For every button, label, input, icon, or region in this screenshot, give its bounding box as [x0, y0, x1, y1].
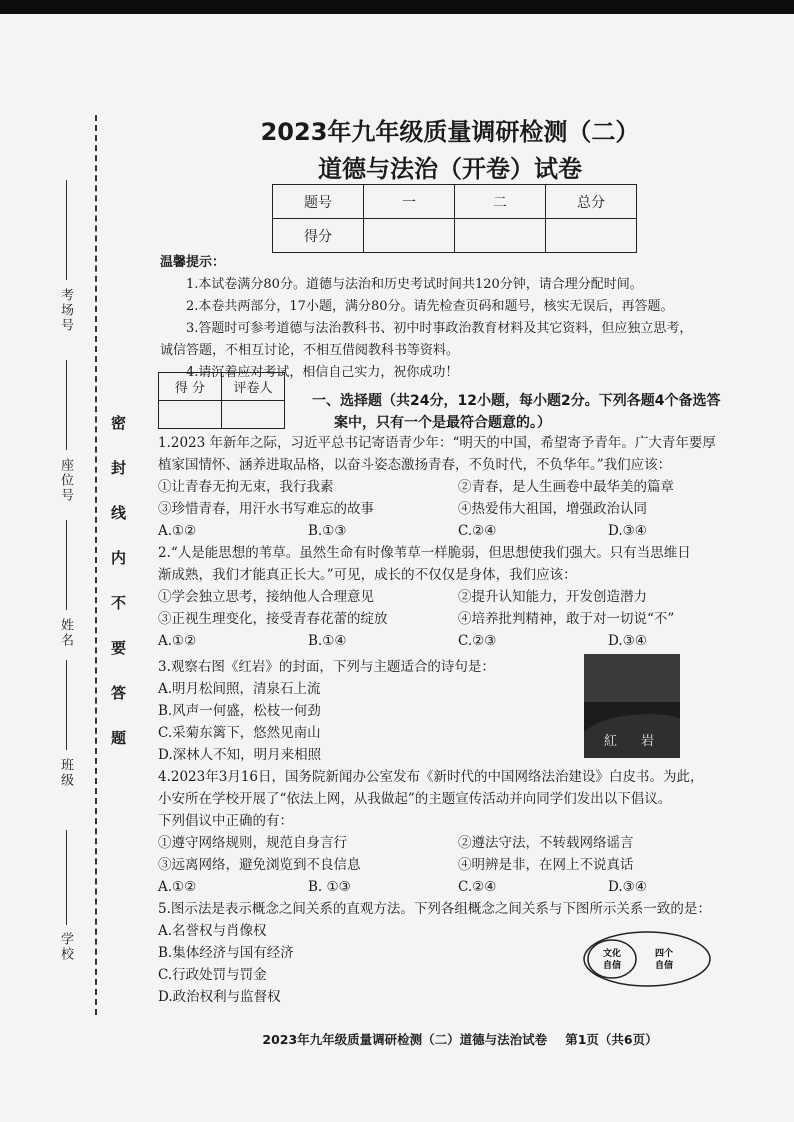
section1-line1: 一、选择题（共24分，12小题，每小题2分。下列各题4个备选答 [312, 393, 721, 409]
seal-line-notice: 密封线内不要答题 [109, 415, 127, 775]
page-footer [160, 1030, 760, 1048]
q4-stem: 4.2023年3月16日，国务院新闻办公室发布《新时代的中国网络法治建设》白皮书。为此， [158, 769, 704, 785]
grader-score-cell[interactable] [159, 401, 222, 429]
q1-statements-2 [158, 498, 768, 520]
section1-heading [312, 390, 762, 434]
tip-item: 2.本卷共两部分，17小题，满分80分。请先检查页码和题号，核实无误后，再答题。 [186, 299, 674, 314]
q1-option-b[interactable]: B.①③ [308, 523, 347, 539]
q1-options [158, 520, 768, 542]
exam-room-blank [66, 180, 67, 280]
class-label: 班级 [58, 758, 73, 788]
q4-option-c[interactable]: C.②④ [458, 879, 497, 895]
q3-option-b[interactable]: B.风声一何盛，松枝一何劲 [158, 703, 321, 719]
footer-title: 2023年九年级质量调研检测（二）道德与法治试卷 [262, 1032, 548, 1047]
score-header-part1: 一 [364, 185, 455, 219]
tips-block [160, 252, 760, 384]
q1-option-c[interactable]: C.②④ [458, 523, 497, 539]
score-row-label: 得分 [273, 219, 364, 253]
q1-stem-cont: 植家国情怀、涵养进取品格，以奋斗姿态激扬青春，不负时代，不负华年。”我们应该： [158, 457, 672, 473]
q2-stem: 2.“人是能思想的苇草。虽然生命有时像苇草一样脆弱，但思想使我们强大。只有当思维日 [158, 545, 691, 561]
tip-item: 诚信答题，不相互讨论，不相互借阅教科书等资料。 [160, 343, 460, 358]
q4-statement: ②遵法守法，不转载网络谣言 [458, 835, 634, 851]
exam-title: 2023年九年级质量调研检测（二） [260, 118, 640, 146]
q2-option-b[interactable]: B.①④ [308, 633, 347, 649]
q5-option-c[interactable]: C.行政处罚与罚金 [158, 967, 267, 983]
tip-item: 1.本试卷满分80分。道德与法治和历史考试时间共120分钟，请合理分配时间。 [186, 277, 643, 292]
inner-label-1: 文化 [602, 949, 622, 959]
tip-item: 3.答题时可参考道德与法治教科书、初中时事政治教育材料及其它资料，但应独立思考， [186, 321, 693, 336]
tip-item: 4.请沉着应对考试，相信自己实力，祝你成功！ [186, 365, 459, 380]
inner-ellipse [588, 940, 636, 978]
q1-stem: 1.2023 年新年之际，习近平总书记寄语青少年：“明天的中国，希望寄予青年。广大青年要厚 [158, 435, 716, 451]
q4-stem-cont: 小安所在学校开展了“依法上网，从我做起”的主题宣传活动并向同学们发出以下倡议。 [158, 791, 672, 807]
top-scan-border [0, 0, 794, 14]
q4-statements [158, 832, 768, 854]
q4-statement: ③远离网络，避免浏览到不良信息 [158, 857, 361, 873]
q1-option-a[interactable]: A.①② [158, 523, 197, 539]
q1-statement: ③珍惜青春，用汗水书写难忘的故事 [158, 501, 374, 517]
score-header-total: 总分 [546, 185, 637, 219]
outer-ellipse [584, 932, 710, 986]
q2-statements-2 [158, 608, 768, 630]
cover-title: 紅 岩 [604, 734, 665, 749]
q2-statement: ④培养批判精神，敢于对一切说“不” [458, 611, 675, 627]
outer-label-2: 自信 [654, 961, 674, 971]
q3-option-c[interactable]: C.采菊东篱下，悠然见南山 [158, 725, 321, 741]
q5-option-d[interactable]: D.政治权利与监督权 [158, 989, 281, 1005]
q3-option-d[interactable]: D.深林人不知，明月来相照 [158, 747, 322, 763]
score-cell[interactable] [455, 219, 546, 253]
q4-options [158, 876, 768, 898]
q5-option-b[interactable]: B.集体经济与国有经济 [158, 945, 294, 961]
seat-blank [66, 360, 67, 450]
tips-head: 温馨提示： [160, 255, 226, 270]
cover-sky [584, 654, 680, 702]
q4-option-d[interactable]: D.③④ [608, 879, 647, 895]
class-blank [66, 660, 67, 750]
grader-table [158, 372, 285, 429]
grader-score-label: 得 分 [159, 373, 222, 401]
q3-stem: 3.观察右图《红岩》的封面，下列与主题适合的诗句是： [158, 659, 495, 675]
footer-page-number: 第1页（共6页） [565, 1032, 658, 1047]
q1-statement: ④热爱伟大祖国，增强政治认同 [458, 501, 647, 517]
q4-option-a[interactable]: A.①② [158, 879, 197, 895]
seat-label: 座位号 [58, 458, 73, 503]
q2-option-d[interactable]: D.③④ [608, 633, 647, 649]
score-table [272, 184, 637, 253]
q4-statement: ④明辨是非，在网上不说真话 [458, 857, 634, 873]
q1-option-d[interactable]: D.③④ [608, 523, 647, 539]
q1-statement: ①让青春无拘无束，我行我素 [158, 479, 334, 495]
grader-name-cell[interactable] [222, 401, 285, 429]
q5-option-a[interactable]: A.名誉权与肖像权 [158, 923, 267, 939]
q1-statements [158, 476, 768, 498]
q2-statement: ②提升认知能力，开发创造潜力 [458, 589, 647, 605]
q5-concept-diagram [582, 930, 712, 988]
name-blank [66, 520, 67, 610]
q4-stem-cont2: 下列倡议中正确的有： [158, 813, 293, 829]
section1-line2: 案中，只有一个是最符合题意的。） [334, 415, 551, 431]
q4-statement: ①遵守网络规则，规范自身言行 [158, 835, 347, 851]
q2-stem-cont: 渐成熟，我们才能真正长大。”可见，成长的不仅仅是身体，我们应该： [158, 567, 577, 583]
exam-room-label: 考场号 [58, 288, 73, 333]
score-cell[interactable] [546, 219, 637, 253]
grader-name-label: 评卷人 [222, 373, 285, 401]
score-header-number: 题号 [273, 185, 364, 219]
q2-option-c[interactable]: C.②③ [458, 633, 497, 649]
name-label: 姓名 [58, 618, 73, 648]
q2-options [158, 630, 768, 652]
score-header-part2: 二 [455, 185, 546, 219]
outer-label-1: 四个 [654, 949, 674, 959]
exam-subtitle: 道德与法治（开卷）试卷 [318, 155, 582, 183]
hongyan-book-cover-image [584, 654, 680, 758]
q2-statements [158, 586, 768, 608]
school-label: 学校 [58, 932, 73, 962]
q3-option-a[interactable]: A.明月松间照，清泉石上流 [158, 681, 321, 697]
score-cell[interactable] [364, 219, 455, 253]
q5-stem: 5.图示法是表示概念之间关系的直观方法。下列各组概念之间关系与下图所示关系一致的是： [158, 901, 711, 917]
binding-dashed-line [95, 115, 97, 1015]
q2-statement: ③正视生理变化，接受青春花蕾的绽放 [158, 611, 388, 627]
q4-option-b[interactable]: B. ①③ [308, 879, 351, 895]
q1-statement: ②青春，是人生画卷中最华美的篇章 [458, 479, 674, 495]
school-blank [66, 830, 67, 925]
q2-option-a[interactable]: A.①② [158, 633, 197, 649]
q2-statement: ①学会独立思考，接纳他人合理意见 [158, 589, 374, 605]
inner-label-2: 自信 [602, 961, 622, 971]
q4-statements-2 [158, 854, 768, 876]
